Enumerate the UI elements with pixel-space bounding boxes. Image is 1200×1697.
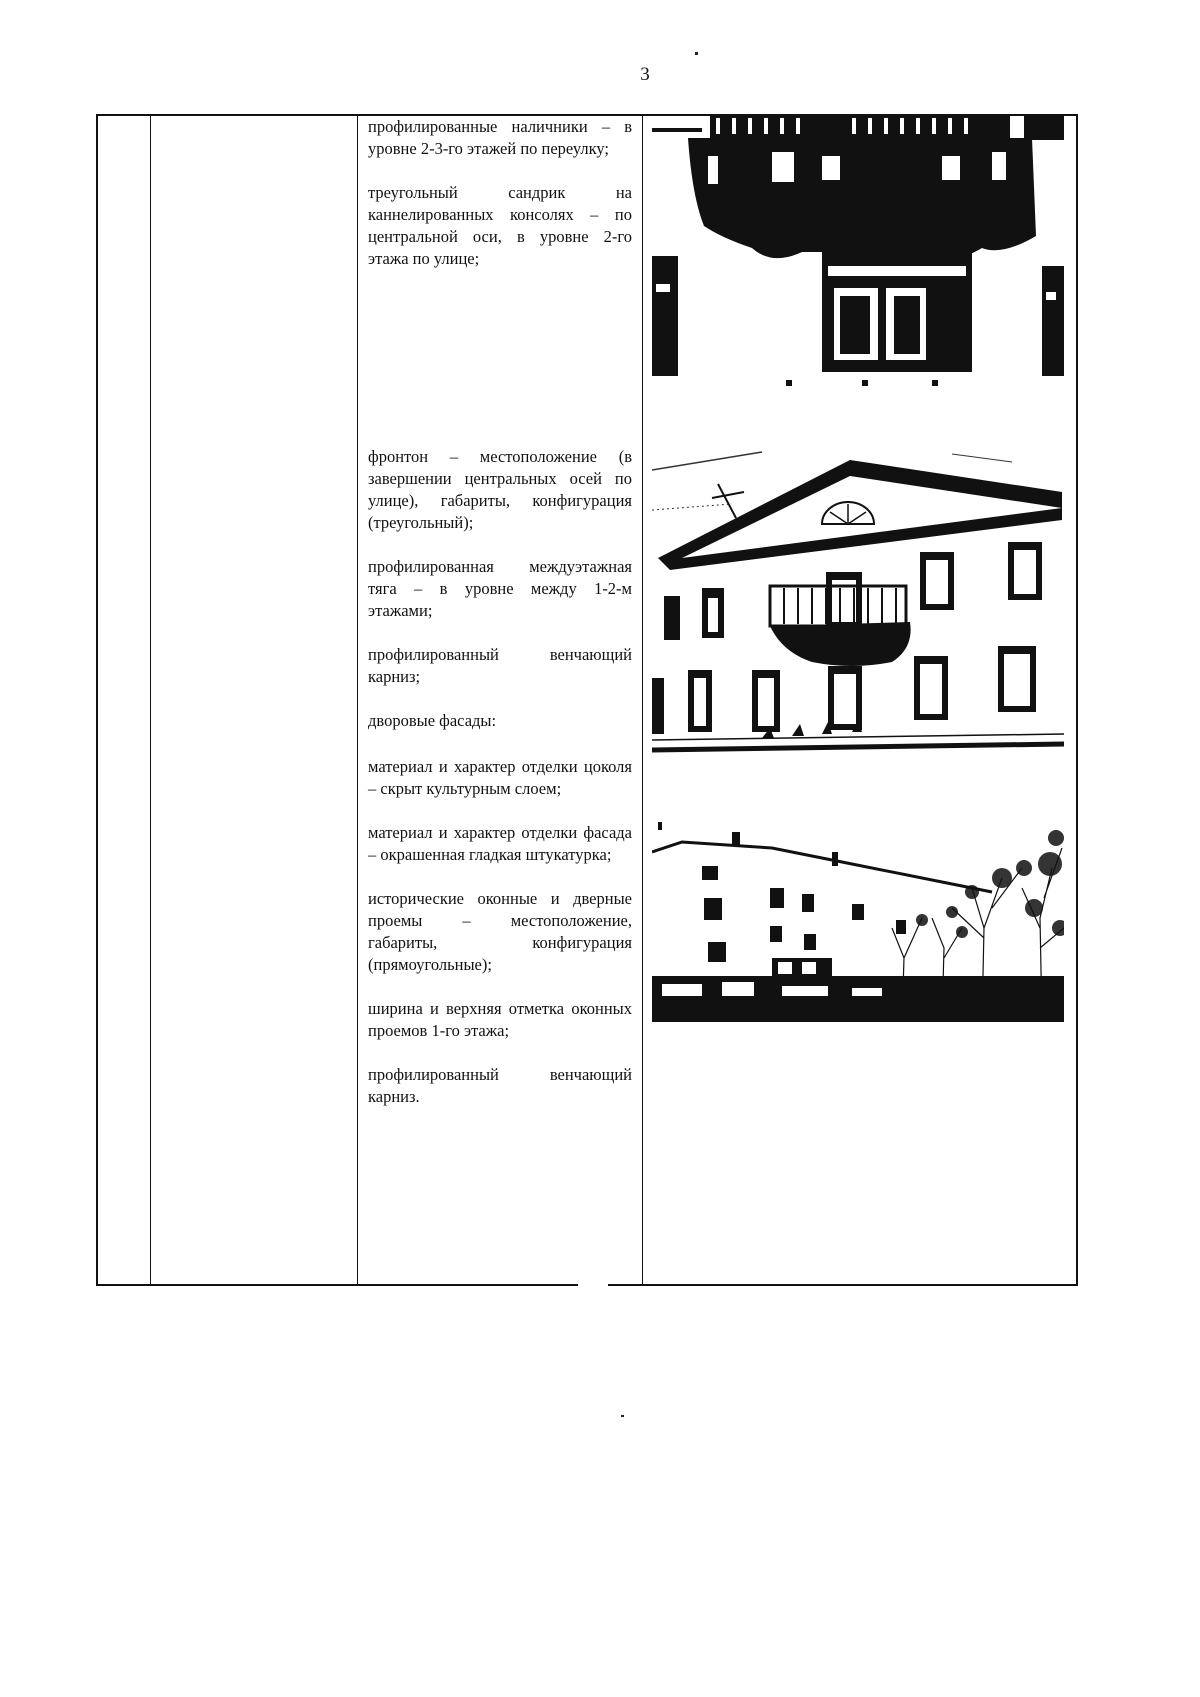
page-number: 3: [640, 64, 650, 85]
description-item: профилированная междуэтажная тяга – в уровне между 1-2-м этажами;: [368, 557, 632, 620]
window-pediment-image: [652, 116, 1064, 388]
description-column: [368, 116, 632, 1130]
description-item: треугольный сандрик на каннелированных консолях – по центральной оси, в уровне 2-го этажа по улице;: [368, 183, 632, 268]
description-item: дворовые фасады:: [368, 711, 497, 730]
description-item: профилированные наличники – в уровне 2-3-го этажей по переулку;: [368, 117, 632, 158]
window-pediment-photo: [652, 116, 1064, 388]
scan-speck: [621, 1415, 624, 1417]
column-divider-1: [150, 114, 151, 1286]
description-item: материал и характер отделки цоколя – скрыт культурным слоем;: [368, 757, 632, 798]
table-right-border: [1076, 114, 1078, 1286]
courtyard-facade-photo: [652, 808, 1064, 1022]
pediment-facade-image: [652, 448, 1064, 758]
description-item: материал и характер отделки фасада – окрашенная гладкая штукатурка;: [368, 823, 632, 864]
scan-speck: [695, 52, 698, 55]
courtyard-facade-image: [652, 808, 1064, 1022]
description-item: исторические оконные и дверные проемы – местоположение, габариты, конфигурация (прямоугольные);: [368, 889, 632, 974]
description-item: профилированный венчающий карниз.: [368, 1065, 632, 1106]
column-divider-2: [357, 114, 358, 1286]
pediment-facade-photo: [652, 448, 1064, 758]
column-divider-3: [642, 114, 643, 1286]
description-item: профилированный венчающий карниз;: [368, 645, 632, 686]
description-item: ширина и верхняя отметка оконных проемов 1-го этажа;: [368, 999, 632, 1040]
description-item: фронтон – местоположение (в завершении центральных осей по улице), габариты, конфигурация (треугольный);: [368, 447, 632, 532]
table-left-border: [96, 114, 98, 1286]
scan-speck: [578, 1284, 608, 1286]
